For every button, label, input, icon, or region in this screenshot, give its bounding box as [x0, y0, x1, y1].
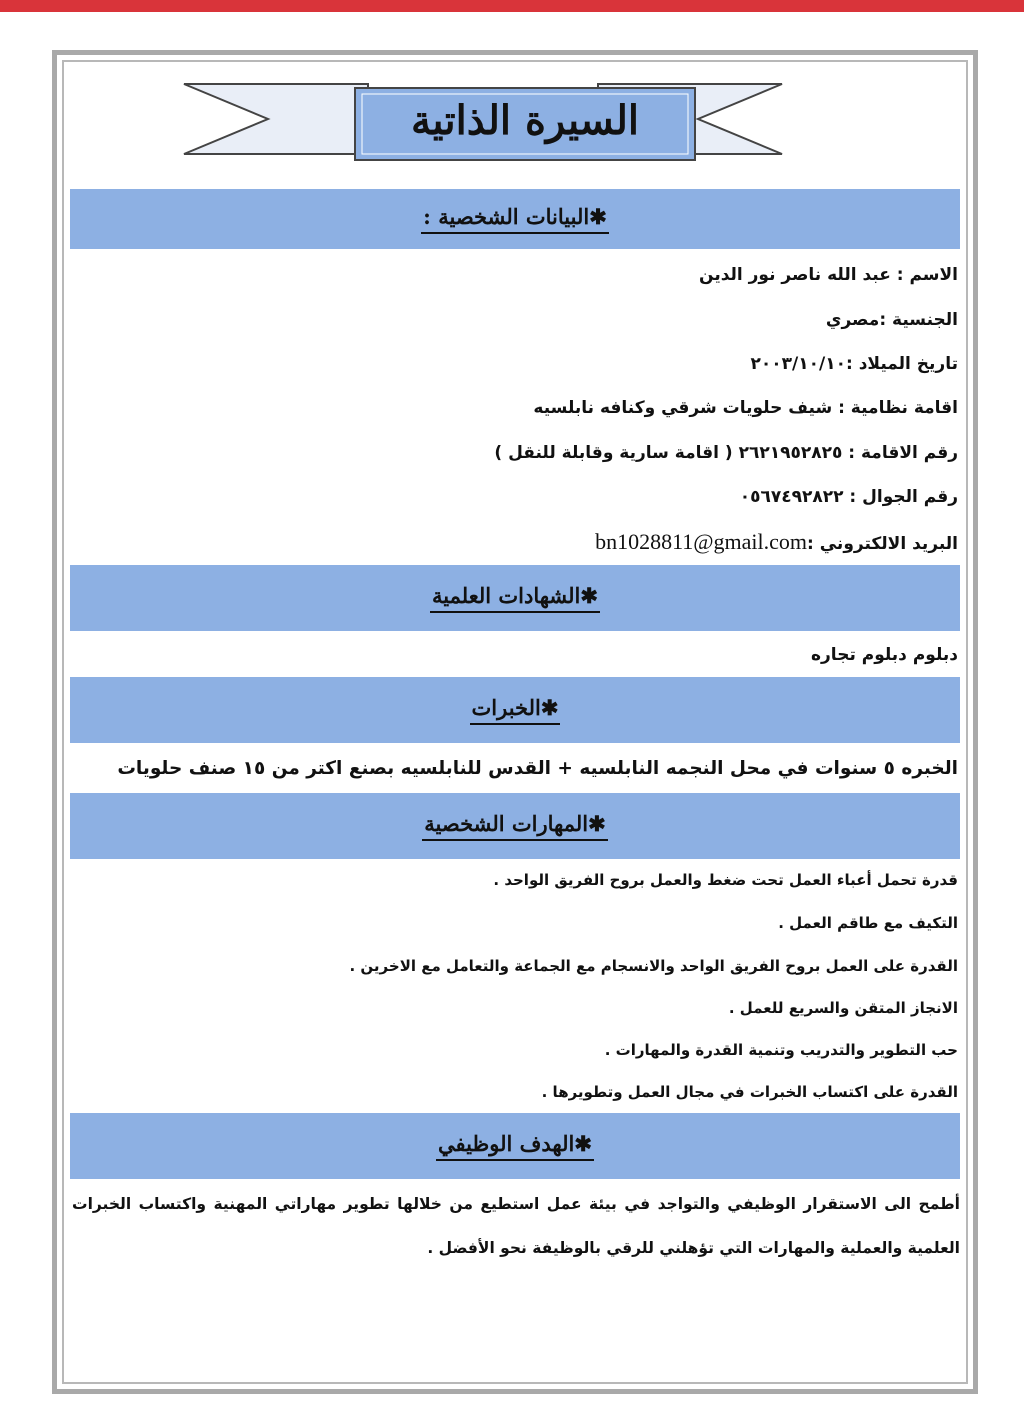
personal-email-line [595, 529, 958, 555]
skill-item: التكيف مع طاقم العمل . [778, 914, 958, 932]
section-title-objective: ✱الهدف الوظيفي [436, 1131, 594, 1160]
personal-name: الاسم : عبد الله ناصر نور الدين [699, 265, 958, 285]
resume-title: السيرة الذاتية [410, 96, 640, 144]
section-band-certificates [70, 565, 960, 631]
skill-item: قدرة تحمل أعباء العمل تحت ضغط والعمل بروح الفريق الواحد . [493, 871, 958, 889]
section-title-skills: ✱المهارات الشخصية [422, 811, 607, 840]
top-accent-bar [0, 0, 1024, 12]
section-band-objective [70, 1113, 960, 1179]
personal-birth-date: تاريخ الميلاد :٢٠٠٣/١٠/١٠ [750, 354, 958, 374]
skill-item: القدرة على العمل بروح الفريق الواحد والانسجام مع الجماعة والتعامل مع الاخرين . [349, 957, 958, 975]
email-label: البريد الالكتروني : [807, 534, 958, 554]
objective-text: أطمح الى الاستقرار الوظيفي والتواجد في بيئة عمل استطيع من خلالها تطوير مهاراتي المهنية واكتساب الخبرات العلمية والعملية والمهارات التي تؤهلني للرقي بالوظيفة نحو الأفضل . [72, 1195, 960, 1257]
email-address: bn1028811@gmail.com [595, 529, 808, 554]
section-band-personal [70, 189, 960, 249]
personal-mobile: رقم الجوال : ٠٥٦٧٤٩٢٨٢٢ [739, 487, 958, 507]
section-title-personal: ✱البيانات الشخصية : [421, 204, 609, 233]
section-title-experience: ✱الخبرات [470, 695, 561, 724]
certificate-item: دبلوم دبلوم تجاره [810, 645, 958, 665]
section-band-experience [70, 677, 960, 743]
skill-item: حب التطوير والتدريب وتنمية القدرة والمهارات . [604, 1041, 958, 1059]
personal-nationality: الجنسية :مصري [825, 310, 958, 330]
personal-residency: اقامة نظامية : شيف حلويات شرقي وكنافه نابلسيه [533, 398, 958, 418]
section-band-skills [70, 793, 960, 859]
experience-item: الخبره ٥ سنوات في محل النجمه النابلسيه + القدس للنابلسيه بصنع اكتر من ١٥ صنف حلويات [117, 758, 958, 779]
personal-residency-number: رقم الاقامة : ٢٦٢١٩٥٢٨٢٥ ( اقامة سارية وقابلة للنقل ) [494, 443, 958, 463]
skill-item: الانجاز المتقن والسريع للعمل . [728, 999, 958, 1017]
skill-item: القدرة على اكتساب الخبرات في مجال العمل وتطويرها . [541, 1083, 958, 1101]
section-title-certificates: ✱الشهادات العلمية [430, 583, 600, 612]
